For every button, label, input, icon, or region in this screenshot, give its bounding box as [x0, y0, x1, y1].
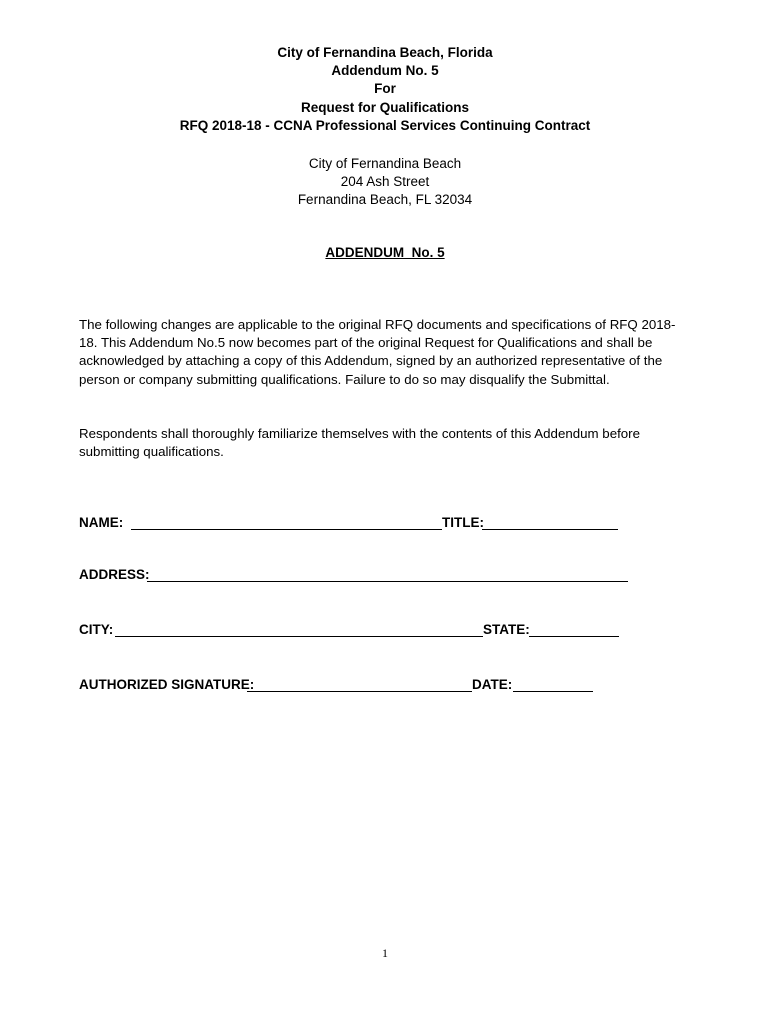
header-city: City of Fernandina Beach, Florida	[277, 45, 493, 60]
addendum-heading-text: ADDENDUM No. 5	[325, 245, 445, 260]
page-number: 1	[382, 946, 388, 960]
document-header	[0, 44, 770, 135]
header-for: For	[374, 81, 396, 97]
name-label: NAME:	[79, 515, 124, 530]
city-state-row	[79, 622, 624, 642]
title-label: TITLE:	[442, 515, 484, 530]
address-label: ADDRESS:	[79, 567, 150, 582]
address-line-2: 204 Ash Street	[340, 174, 430, 190]
state-label: STATE:	[483, 622, 530, 637]
body-paragraph-2: Respondents shall thoroughly familiarize themselves with the contents of this Addendum before submitting qualifications.	[79, 426, 641, 460]
state-field[interactable]	[529, 636, 619, 637]
address-row	[79, 567, 634, 587]
header-addendum: Addendum No. 5	[331, 63, 439, 79]
city-field[interactable]	[115, 636, 483, 637]
body-paragraph-1: The following changes are applicable to the original RFQ documents and specifications of RFQ 2018-18. This Addendum No.5 now becomes part of the original Request for Qualifications and shall be acknowledged by attaching a copy of this Addendum, signed by an authorized representative of the person or company submitting qualifications. Failure to do so may disqualify the Submittal.	[79, 317, 676, 387]
address-block	[0, 155, 770, 210]
addendum-heading	[0, 244, 770, 262]
header-request: Request for Qualifications	[300, 99, 470, 115]
address-line-1: City of Fernandina Beach	[308, 156, 462, 171]
city-label: CITY:	[79, 622, 114, 637]
date-field[interactable]	[513, 691, 593, 692]
date-label: DATE:	[472, 677, 513, 692]
title-field[interactable]	[482, 529, 618, 530]
name-title-row	[79, 515, 624, 535]
signature-field[interactable]	[247, 691, 472, 692]
address-field[interactable]	[147, 581, 628, 582]
address-line-3: Fernandina Beach, FL 32034	[297, 192, 473, 208]
header-rfq-title: RFQ 2018-18 - CCNA Professional Services Continuing Contract	[179, 117, 591, 133]
signature-label: AUTHORIZED SIGNATURE:	[79, 677, 255, 692]
name-field[interactable]	[131, 529, 442, 530]
signature-date-row	[79, 677, 599, 697]
